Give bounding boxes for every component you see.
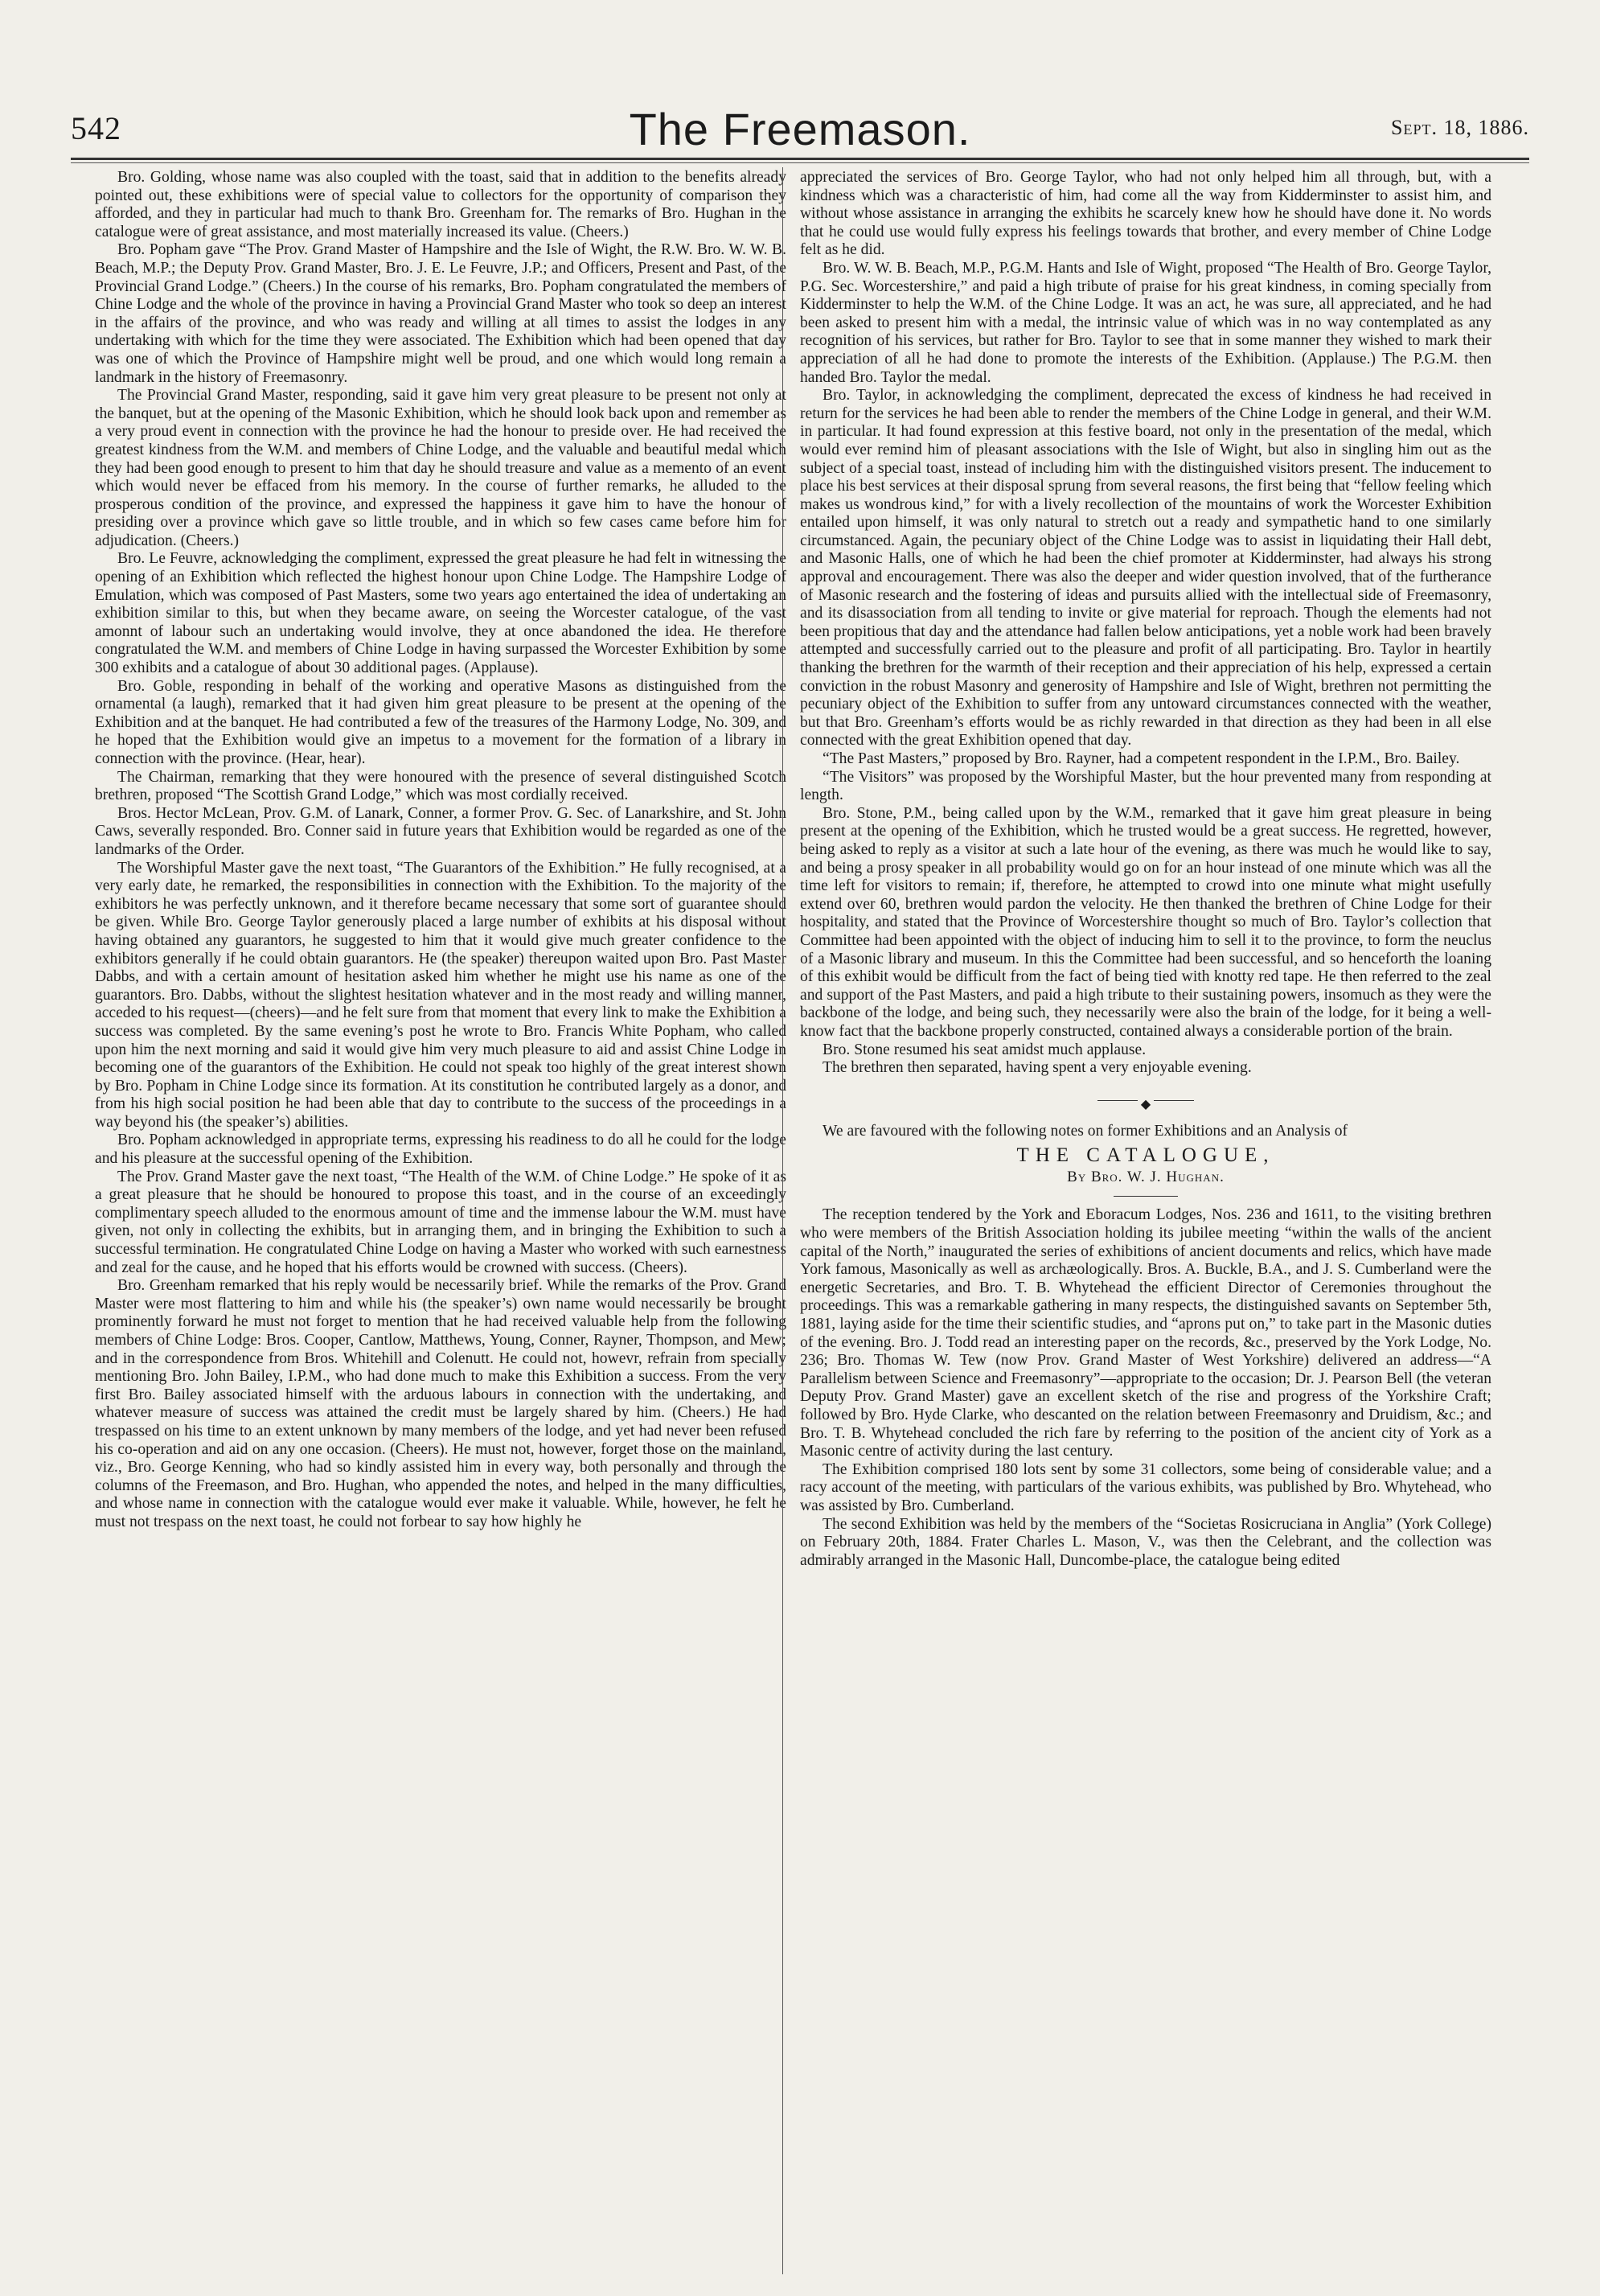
paragraph: Bro. Taylor, in acknowledging the compliment, deprecated the excess of kindness he had received in return for the services he had been able to render the members of the Chine Lodge in general, and their W.M. in particular. It had found expression at this festive board, not only in the presentation of the medal, which would ever remind him of pleasant associations with the Isle of Wight, but also in singling him out as the subject of a special toast, instead of including him with the distinguished visitors present. The inducement to place his best services at their disposal sprung from several reasons, the first being that “fellow feeling which makes us wondrous kind,” for with a lively recollection of the mountains of work the Worcester Exhibition entailed upon himself, it was only natural to stretch out a ready and sympathetic hand to one similarly circumstanced. Again, the pecuniary object of the Chine Lodge was to assist in liquidating their Hall debt, and Masonic Halls, one of which he had been the chief promoter at Kidderminster, had always his strong approval and encouragement. There was also the deeper and wider question involved, that of the furtherance of Masonic research and the fostering of ideas and pursuits allied with the intellectual side of Freemasonry, and its disassociation from all tending to invite or give material for reproach. Though the elements had not been propitious that day and the attendance had fallen below anticipations, yet a noble work had been bravely attempted and successfully carried out to the pleasure and profit of all participating. Bro. Taylor in heartily thanking the brethren for the warmth of their reception and their appreciation of his help, expressed a certain conviction in the robust Masonry and generosity of Hampshire and Isle of Wight, brethren not permitting the pecuniary object of the Exhibition to suffer from any untoward circumstances connected with the weather, but that Bro. Greenham’s efforts would be as richly rewarded in that direction as they had been in all else connected with the great Exhibition opened that day. [800, 387, 1491, 750]
paragraph: The Provincial Grand Master, responding, said it gave him very great pleasure to be present not only at the banquet, but at the opening of the Masonic Exhibition, which he should look back upon and remember as a very proud event in connection with the province he had the honour to preside over. He had received the greatest kindness from the W.M. and members of Chine Lodge, and the valuable and beautiful medal which they had been good enough to present to him that day he should treasure and value as a memento of an event which would never be effaced from his memory. In the course of further remarks, he alluded to the prosperous condition of the province, and expressed the happiness it gave him to have the honour of presiding over a province which gave so little trouble, and in which so few cases came before him for adjudication. (Cheers.) [95, 387, 786, 549]
diamond-ornament-icon: ◆ [1138, 1098, 1154, 1111]
paragraph: The brethren then separated, having spent a very enjoyable evening. [823, 1059, 1252, 1077]
paragraph: Bro. Popham gave “The Prov. Grand Master of Hampshire and the Isle of Wight, the R.W. Bro. W. W. B. Beach, M.P.; the Deputy Prov. Grand Master, Bro. J. E. Le Feuvre, J.P.; and Officers, Present and Past, of the Provincial Grand Lodge.” (Cheers.) In the course of his remarks, Bro. Popham congratulated the members of Chine Lodge and the whole of the province in having a Provincial Grand Master who took so deep an interest in the affairs of the province, and who was ready and willing at all times to assist the lodges in any undertaking with which for the time they were associated. The Exhibition which had been opened that day was one of which the Province of Hampshire might well be proud, and one which would long remain a landmark in the history of Freemasonry. [95, 241, 786, 386]
catalogue-byline: By Bro. W. J. Hughan. [1067, 1168, 1225, 1185]
left-column [95, 169, 786, 2268]
issue-date: Sept. 18, 1886. [1391, 116, 1529, 139]
paragraph: Bro. Le Feuvre, acknowledging the compliment, expressed the great pleasure he had felt in witnessing the opening of an Exhibition which reflected the highest honour upon Chine Lodge. The Hampshire Lodge of Emulation, which was composed of Past Masters, some two years ago entertained the idea of undertaking an exhibition similar to this, but when they became aware, on seeing the Worcester catalogue, of the vast amonnt of labour such an undertaking would involve, they at once abandoned the idea. He therefore congratulated the W.M. and members of Chine Lodge in having surpassed the Worcester Exhibition by some 300 exhibits and a catalogue of about 30 additional pages. (Applause). [95, 550, 786, 677]
paragraph: Bro. W. W. B. Beach, M.P., P.G.M. Hants and Isle of Wight, proposed “The Health of Bro. George Taylor, P.G. Sec. Worcestershire,” and paid a high tribute of praise for his great kindness, in coming specially from Kidderminster to help the W.M. of the Chine Lodge. It was an act, he was sure, all appreciated, and he had been asked to present him with a medal, the intrinsic value of which was in no way contemplated as any recognition of his services, but rather for Bro. Taylor to see that in some manner they wished to mark their appreciation of all he had done to promote the interests of the Exhibition. (Applause.) The P.G.M. then handed Bro. Taylor the medal. [800, 259, 1491, 386]
masthead-title: The Freemason. [629, 104, 971, 154]
paragraph: Bro. Stone resumed his seat amidst much applause. [823, 1041, 1147, 1058]
page-header [71, 103, 1529, 159]
page-number: 542 [71, 110, 121, 146]
paragraph: Bro. Greenham remarked that his reply would be necessarily brief. While the remarks of the Prov. Grand Master were most flattering to him and while his (the speaker’s) own name would necessarily be brought prominently forward he must not forget to mention that he had received valuable help from the following members of Chine Lodge: Bros. Cooper, Cantlow, Matthews, Young, Conner, Rayner, Thompson, and Mew; and in the correspondence from Bros. Whitehill and Colenutt. He could not, howevr, refrain from specially mentioning Bro. John Bailey, I.P.M., who had done much to make this Exhibition a success. From the very first Bro. Bailey associated himself with the arduous labours in connection with the undertaking, and whatever measure of success was attained the credit must be largely shared by him. (Cheers.) He had trespassed on his time to an extent unknown by many members of the lodge, and yet had never been refused his co-operation and aid on any one occasion. (Cheers). He must not, however, forget those on the mainland, viz., Bro. George Kenning, who had so kindly assisted him in every way, both personally and through the columns of the Freemason, and Bro. Hughan, who appended the notes, and helped in the many difficulties, and whose name in connection with the catalogue would ever make it valuable. While, however, he felt he must not trespass on the next toast, he could not forbear to say how highly he [95, 1277, 786, 1530]
paragraph: The Prov. Grand Master gave the next toast, “The Health of the W.M. of Chine Lodge.” He spoke of it as a great pleasure that he should be honoured to propose this toast, and in the course of an exceedingly complimentary speech alluded to the enormous amount of time and the immense labour the W.M. must have given, not only in collecting the exhibits, but in arranging them, and in bringing the Exhibition to such a successful termination. He congratulated Chine Lodge on having a Master who worked with such earnestness and zeal for the cause, and he hoped that his efforts would be crowned with success. (Cheers). [95, 1168, 786, 1276]
catalogue-intro: We are favoured with the following notes on former Exhibitions and an Analysis of [823, 1122, 1348, 1140]
catalogue-title: THE CATALOGUE, [1016, 1144, 1275, 1167]
paragraph: Bro. Popham acknowledged in appropriate terms, expressing his readiness to do all he could for the lodge and his pleasure at the successful opening of the Exhibition. [95, 1132, 786, 1168]
paragraph: The Exhibition comprised 180 lots sent by some 31 collectors, some being of considerable value; and a racy account of the meeting, with particulars of the various exhibits, was published by Bro. Whytehead, who was assisted by Bro. Cumberland. [800, 1460, 1491, 1514]
paragraph: appreciated the services of Bro. George Taylor, who had not only helped him all through, but, with a kindness which was a characteristic of him, had come all the way from Kidderminster to assist him, and without whose assistance in arranging the exhibits he scarcely knew how he should have done it. No words that he could use would fully express his feelings towards that brother, and every member of Chine Lodge felt as he did. [800, 169, 1491, 259]
paragraph: Bros. Hector McLean, Prov. G.M. of Lanark, Conner, a former Prov. G. Sec. of Lanarkshire, and St. John Caws, severally responded. Bro. Conner said in future years that Exhibition would be regarded as one of the landmarks of the Order. [95, 804, 786, 858]
header-rule-thin [71, 162, 1529, 163]
paragraph: The Worshipful Master gave the next toast, “The Guarantors of the Exhibition.” He fully recognised, at a very early date, he remarked, the responsibilities in connection with the Exhibition. To the majority of the exhibitors he was perfectly unknown, and it therefore became necessary that some sort of guarantee should be given. While Bro. George Taylor generously placed a large number of exhibits at his disposal without having obtained any guarantors, he suggested to him that it would give much greater confidence to the exhibitors generally if he could obtain guarantors. He (the speaker) thereupon waited upon Bro. Past Master Dabbs, and with a certain amount of hesitation asked him whether he might use his name as one of the guarantors. Bro. Dabbs, without the slightest hesitation whatever and in the most ready and willing manner, acceded to his request—(cheers)—and he felt sure from that moment that every link to make the Exhibition a success was completed. By the same evening’s post he wrote to Bro. Francis White Popham, who called upon him the next morning and said it would give him very much pleasure to aid and assist Chine Lodge in becoming one of the guarantors of the Exhibition. He could not speak too highly of the great interest shown by Bro. Popham in Chine Lodge since its formation. At its constitution he contributed largely as a donor, and from his high social position he had been able that day to contribute to the success of the proceedings in a way beyond his (the speaker’s) abilities. [95, 859, 786, 1131]
column-divider [782, 167, 783, 2274]
right-column [800, 169, 1491, 2268]
byline-rule [1114, 1196, 1178, 1197]
paragraph: Bro. Golding, whose name was also coupled with the toast, said that in addition to the benefits already pointed out, these exhibitions were of special value to collectors for the opportunity of comparison they afforded, and they in particular had much to thank Bro. Greenham for. The remarks of Bro. Hughan in the catalogue were of great assistance, and most materially increased its value. (Cheers.) [95, 169, 786, 240]
header-rule [71, 158, 1529, 160]
paragraph: The second Exhibition was held by the members of the “Societas Rosicruciana in Anglia” (York College) on February 20th, 1884. Frater Charles L. Mason, V., was then the Celebrant, and the collection was admirably arranged in the Masonic Hall, Duncombe-place, the catalogue being edited [800, 1515, 1491, 1569]
section-ornament [800, 1095, 1491, 1111]
paragraph: Bro. Stone, P.M., being called upon by the W.M., remarked that it gave him great pleasure in being present at the opening of the Exhibition, which he trusted would be a great success. He regretted, however, being asked to reply as a visitor at such a late hour of the evening, as there was much he would like to say, and being a prosy speaker in all probability would go on for an hour instead of one minute which was all the time left for visitors to remain; if, therefore, he attempted to crowd into one minute what might usefully extend over 60, brethren would pardon the velocity. He then thanked the brethren of Chine Lodge for their hospitality, and stated that the Province of Worcestershire thought so much of Bro. Taylor’s collection that Committee had been appointed with the object of inducing him to sell it to the province, to form the neuclus of a Masonic library and museum. In this the Committee had been successful, and so henceforth the loaning of this exhibit would be difficult from the fact of being tied with knotty red tape. He then referred to the zeal and support of the Past Masters, and paid a high tribute to their sustaining powers, insomuch as they were the backbone of the lodge, and being such, they necessarily were also the brain of the lodge, for it being a well-know fact that the backbone properly constructed, contained always a considerable portion of the brain. [800, 804, 1491, 1040]
paragraph: The reception tendered by the York and Eboracum Lodges, Nos. 236 and 1611, to the visiting brethren who were members of the British Association holding its jubilee meeting “within the walls of the ancient capital of the North,” inaugurated the series of exhibitions of ancient documents and relics, which have made York famous, Masonically as well as archæologically. Bros. A. Buckle, B.A., and J. S. Cumberland were the energetic Secretaries, and Bro. T. B. Whytehead the efficient Director of Ceremonies throughout the proceedings. This was a remarkable gathering in many respects, the distinguished savants on September 5th, 1881, laying aside for the time their scientific studies, and “aprons put on,” to take part in the Masonic duties of the evening. Bro. J. Todd read an interesting paper on the records, &c., preserved by the York Lodge, No. 236; Bro. Thomas W. Tew (now Prov. Grand Master of West Yorkshire) delivered an address—“A Parallelism between Science and Freemasonry”—appropriate to the occasion; Dr. J. Pearson Bell (the veteran Deputy Prov. Grand Master) gave an excellent sketch of the rise and progress of the Yorkshire Craft; followed by Bro. Hyde Clarke, who descanted on the relation between Freemasonry and Druidism, &c.; and Bro. T. B. Whytehead concluded the rich fare by referring to the position of the ancient city of York as a Masonic centre of activity during the last century. [800, 1206, 1491, 1460]
paragraph: “The Visitors” was proposed by the Worshipful Master, but the hour prevented many from responding at length. [800, 768, 1491, 804]
paragraph: Bro. Goble, responding in behalf of the working and operative Masons as distinguished from the ornamental (a laugh), remarked that it had given him great pleasure to be present at the opening of the Exhibition and at the banquet. He had contributed a few of the treasures of the Harmony Lodge, No. 309, and he hoped that the Exhibition would give an impetus to a movement for the formation of a library in connection with the province. (Hear, hear). [95, 677, 786, 767]
paragraph: The Chairman, remarking that they were honoured with the presence of several distinguished Scotch brethren, proposed “The Scottish Grand Lodge,” which was most cordially received. [95, 768, 786, 804]
paragraph: “The Past Masters,” proposed by Bro. Rayner, had a competent respondent in the I.P.M., Bro. Bailey. [823, 750, 1460, 767]
